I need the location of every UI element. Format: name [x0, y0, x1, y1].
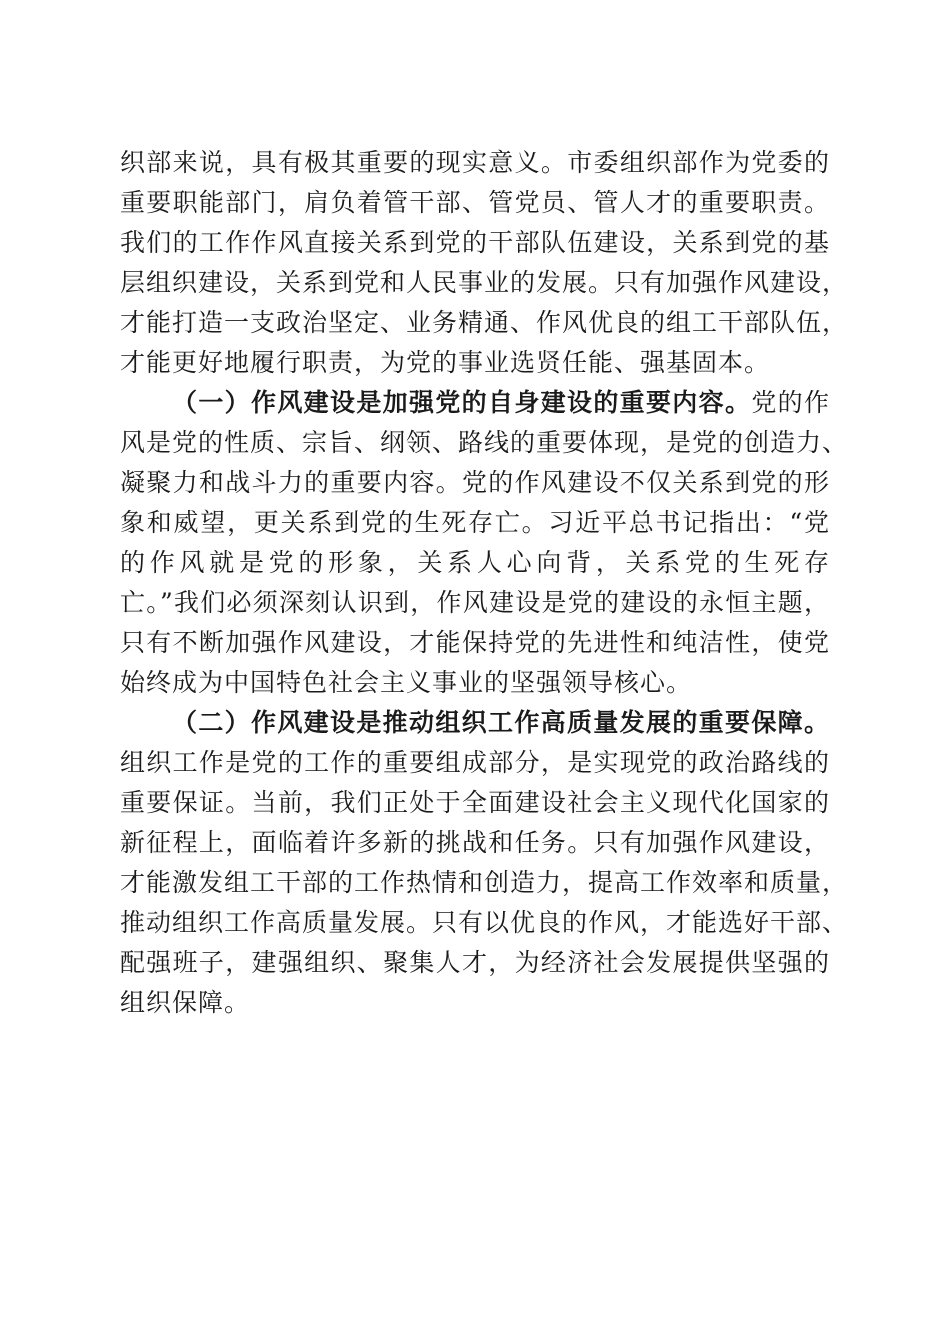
paragraph-line: 组织工作是党的工作的重要组成部分，是实现党的政治路线的: [120, 748, 830, 777]
paragraph-line: 重要保证。当前，我们正处于全面建设社会主义现代化国家的: [120, 788, 830, 817]
paragraph-line: 推动组织工作高质量发展。只有以优良的作风，才能选好干部、: [120, 908, 849, 937]
paragraph-line: 始终成为中国特色社会主义事业的坚强领导核心。: [120, 668, 693, 697]
paragraph-line: 重要职能部门，肩负着管干部、管党员、管人才的重要职责。: [120, 188, 830, 217]
paragraph-line: 的作风就是党的形象，关系人心向背，关系党的生死存: [120, 548, 830, 577]
paragraph-text: 党的作: [751, 388, 830, 417]
paragraph-1: [120, 143, 849, 383]
paragraph-3: [120, 703, 849, 1023]
paragraph-line: 我们的工作作风直接关系到党的干部队伍建设，关系到党的基: [120, 228, 830, 257]
paragraph-line: 只有不断加强作风建设，才能保持党的先进性和纯洁性，使党: [120, 628, 830, 657]
paragraph-line: 织部来说，具有极其重要的现实意义。市委组织部作为党委的: [120, 148, 830, 177]
paragraph-line: 层组织建设，关系到党和人民事业的发展。只有加强作风建设，: [120, 268, 849, 297]
paragraph-line: 象和威望，更关系到党的生死存亡。习近平总书记指出：“党: [120, 508, 830, 537]
paragraph-line: 才能更好地履行职责，为党的事业选贤任能、强基固本。: [120, 348, 771, 377]
paragraph-2: [120, 383, 849, 703]
paragraph-first-line: [120, 383, 830, 423]
paragraph-line: 凝聚力和战斗力的重要内容。党的作风建设不仅关系到党的形: [120, 468, 830, 497]
paragraph-line: 才能打造一支政治坚定、业务精通、作风优良的组工干部队伍，: [120, 308, 849, 337]
paragraph-first-line: [120, 703, 830, 743]
section-heading-1: （一）作风建设是加强党的自身建设的重要内容。: [172, 388, 752, 417]
paragraph-line: 组织保障。: [120, 988, 251, 1017]
paragraph-line: 才能激发组工干部的工作热情和创造力，提高工作效率和质量，: [120, 868, 849, 897]
paragraph-line: 风是党的性质、宗旨、纲领、路线的重要体现，是党的创造力、: [120, 428, 849, 457]
section-heading-2: （二）作风建设是推动组织工作高质量发展的重要保障。: [172, 708, 830, 737]
paragraph-line: 亡。”我们必须深刻认识到，作风建设是党的建设的永恒主题，: [120, 588, 830, 617]
paragraph-line: 配强班子，建强组织、聚集人才，为经济社会发展提供坚强的: [120, 948, 830, 977]
document-body: [120, 143, 849, 1023]
paragraph-line: 新征程上，面临着许多新的挑战和任务。只有加强作风建设，: [120, 828, 830, 857]
